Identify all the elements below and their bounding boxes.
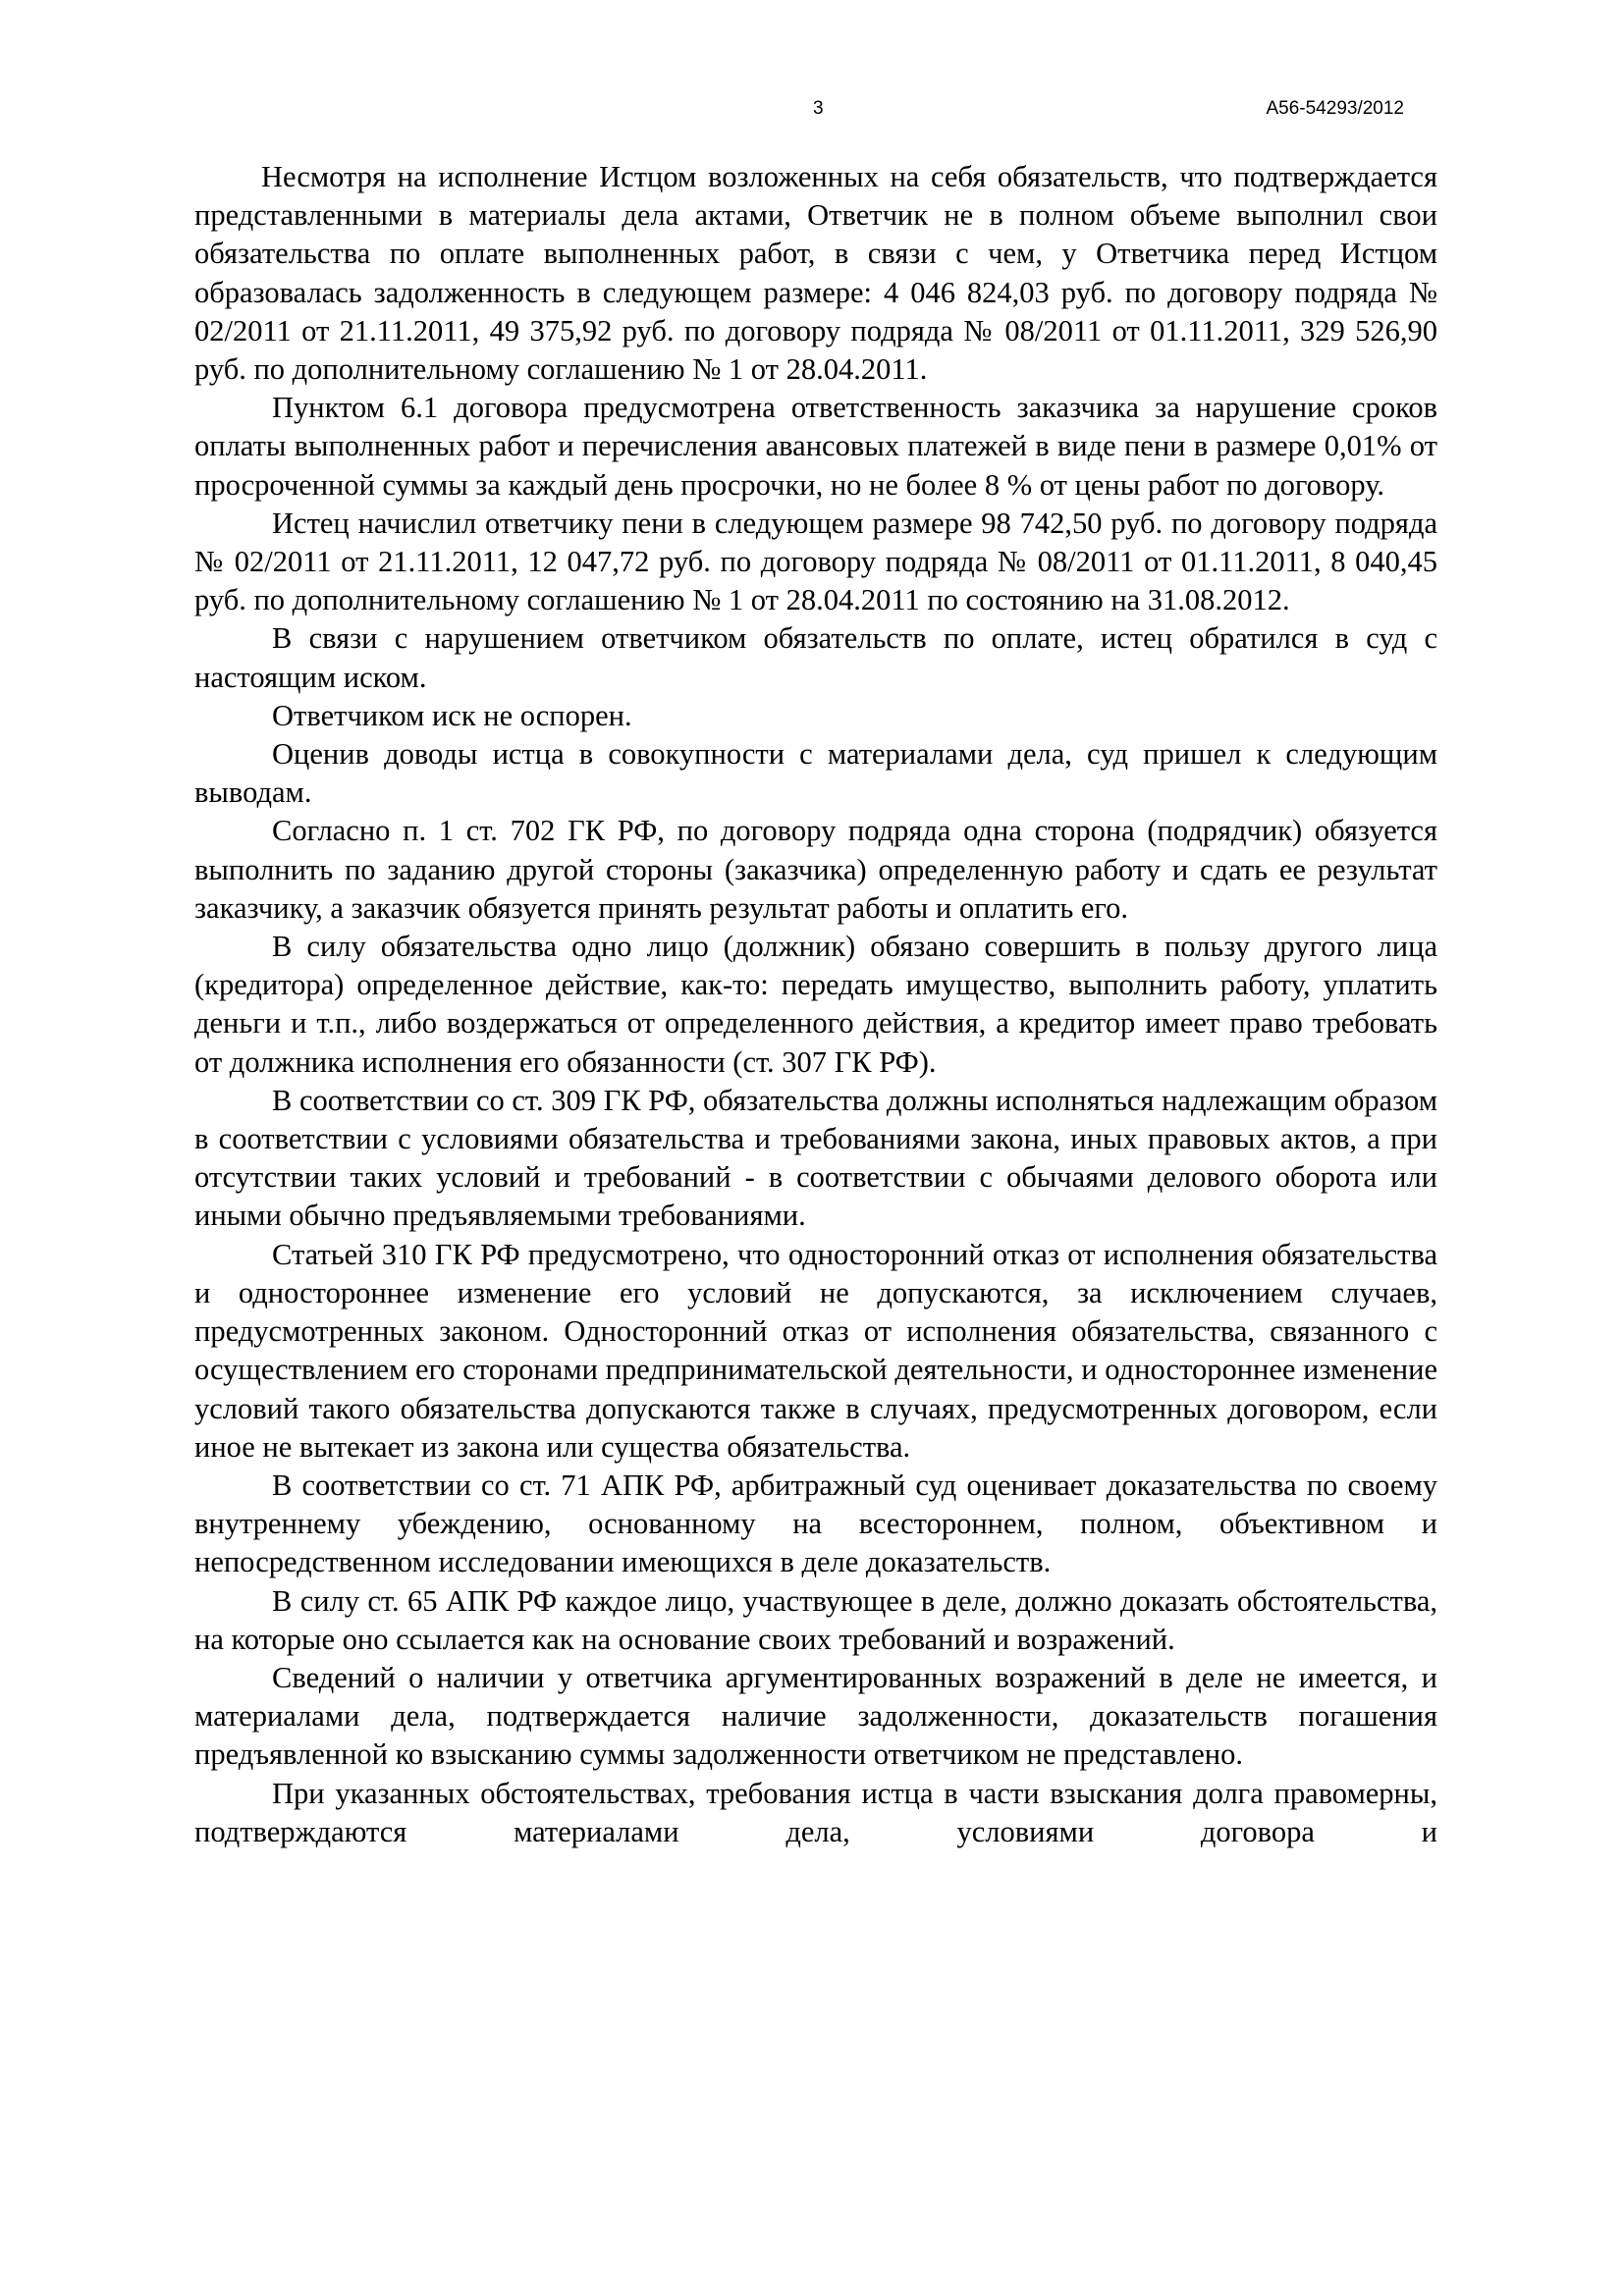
paragraph-art-310: Статьей 310 ГК РФ предусмотрено, что односторонний отказ от исполнения обязательства и одностороннее изменение его условий не допускаются, за исключением случаев, предусмотренных законом. Односторонний отказ от исполнения обязательства, связанного с осуществлением его сторонами предпринимательской деятельности, и одностороннее изменение условий такого обязательства допускаются также в случаях, предусмотренных договором, если иное не вытекает из закона или существа обязательства.	[194, 1237, 1437, 1464]
paragraph-art-309: В соответствии со ст. 309 ГК РФ, обязательства должны исполняться надлежащим образом в соответствии с условиями обязательства и требованиями закона, иных правовых актов, а при отсутствии таких условий и требований - в соответствии с обычаями делового оборота или иными обычно предъявляемыми требованиями.	[194, 1083, 1437, 1233]
page-header	[0, 98, 1624, 128]
document-body	[194, 158, 1437, 1851]
case-number: А56-54293/2012	[1266, 98, 1404, 119]
paragraph-debt: Несмотря на исполнение Истцом возложенных на себя обязательств, что подтверждается представленными в материалы дела актами, Ответчик не в полном объеме выполнил свои обязательства по оплате выполненных работ, в связи с чем, у Ответчика перед Истцом образовалась задолженность в следующем размере: 4 046 824,03 руб. по договору подряда № 02/2011 от 21.11.2011, 49 375,92 руб. по договору подряда № 08/2011 от 01.11.2011, 329 526,90 руб. по дополнительному соглашению № 1 от 28.04.2011.	[194, 160, 1437, 387]
paragraph-art-702: Согласно п. 1 ст. 702 ГК РФ, по договору подряда одна сторона (подрядчик) обязуется выполнить по заданию другой стороны (заказчика) определенную работу и сдать ее результат заказчику, а заказчик обязуется принять результат работы и оплатить его.	[194, 814, 1437, 925]
paragraph-no-objections: Сведений о наличии у ответчика аргументированных возражений в деле не имеется, и материалами дела, подтверждается наличие задолженности, доказательств погашения предъявленной ко взысканию суммы задолженности ответчиком не представлено.	[194, 1660, 1437, 1772]
paragraph-art-71-apk: В соответствии со ст. 71 АПК РФ, арбитражный суд оценивает доказательства по своему внутреннему убеждению, основанному на всестороннем, полном, объективном и непосредственном исследовании имеющихся в деле доказательств.	[194, 1468, 1437, 1579]
paragraph-penalty-clause: Пунктом 6.1 договора предусмотрена ответственность заказчика за нарушение сроков оплаты выполненных работ и перечисления авансовых платежей в виде пени в размере 0,01% от просроченной суммы за каждый день просрочки, но не более 8 % от цены работ по договору.	[194, 391, 1437, 502]
paragraph-penalty-amounts: Истец начислил ответчику пени в следующем размере 98 742,50 руб. по договору подряда № 02/2011 от 21.11.2011, 12 047,72 руб. по договору подряда № 08/2011 от 01.11.2011, 8 040,45 руб. по дополнительному соглашению № 1 от 28.04.2011 по состоянию на 31.08.2012.	[194, 506, 1437, 617]
page-number: 3	[813, 98, 824, 119]
paragraph-not-disputed: Ответчиком иск не оспорен.	[272, 698, 632, 732]
paragraph-court-conclusions: Оценив доводы истца в совокупности с материалами дела, суд пришел к следующим выводам.	[194, 737, 1437, 810]
paragraph-claim: В связи с нарушением ответчиком обязательств по оплате, истец обратился в суд с настоящим иском.	[194, 621, 1437, 694]
paragraph-conclusion: При указанных обстоятельствах, требования истца в части взыскания долга правомерны, подтверждаются материалами дела, условиями договора и	[194, 1776, 1437, 1848]
paragraph-art-65-apk: В силу ст. 65 АПК РФ каждое лицо, участвующее в деле, должно доказать обстоятельства, на которые оно ссылается как на основание своих требований и возражений.	[194, 1583, 1437, 1656]
paragraph-art-307: В силу обязательства одно лицо (должник) обязано совершить в пользу другого лица (кредитора) определенное действие, как-то: передать имущество, выполнить работу, уплатить деньги и т.п., либо воздержаться от определенного действия, а кредитор имеет право требовать от должника исполнения его обязанности (ст. 307 ГК РФ).	[194, 930, 1437, 1079]
